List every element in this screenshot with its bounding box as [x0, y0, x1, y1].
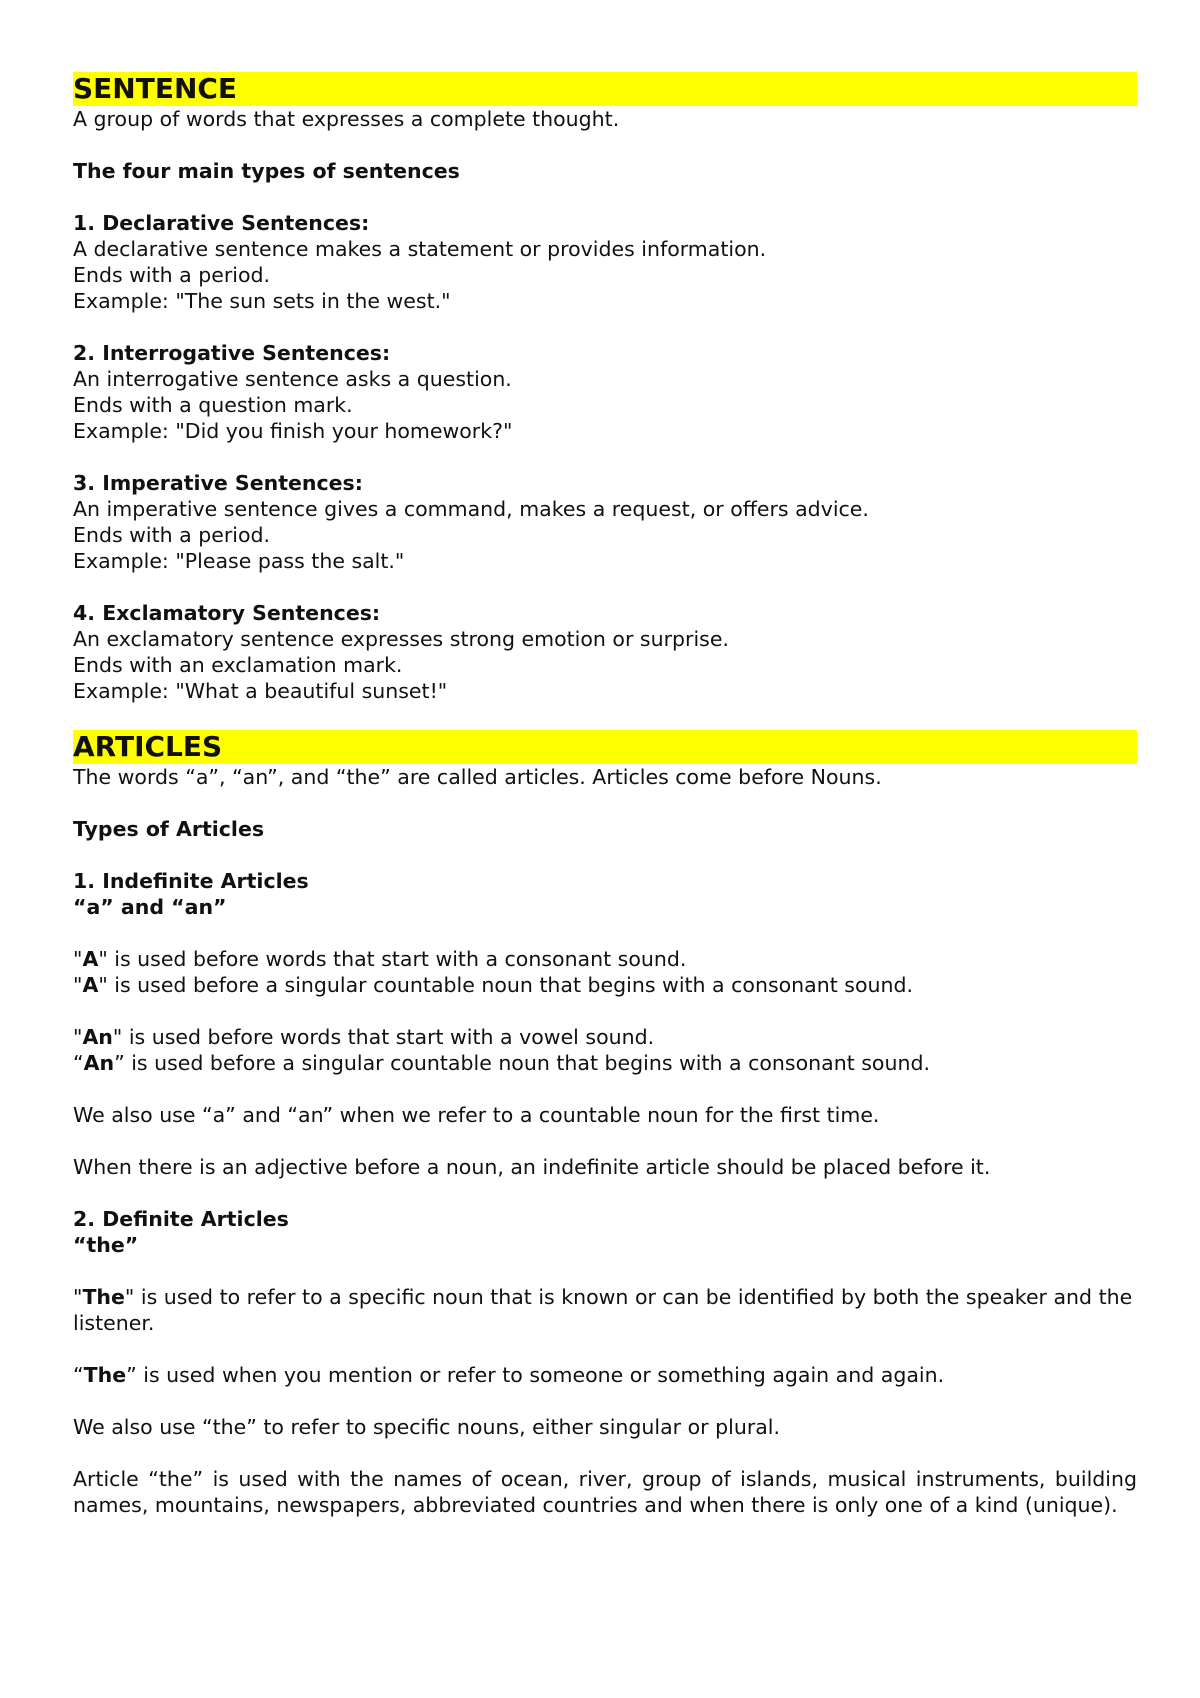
rule-the-2 [73, 1362, 1137, 1388]
rule-text: " is used to refer to a specific noun that is known or can be identified by both the speaker and the listener. [73, 1285, 1139, 1335]
articles-types-heading: Types of Articles [73, 817, 265, 841]
type-line: Ends with a question mark. [73, 393, 353, 417]
article-word: An [83, 1051, 115, 1075]
article-word: A [82, 973, 99, 997]
definite-note-1: We also use “the” to refer to specific nouns, either singular or plural. [73, 1415, 781, 1439]
sentence-type-exclamatory [73, 600, 1137, 704]
rule-an-2 [73, 1050, 1137, 1076]
type-heading: 3. Imperative Sentences: [73, 471, 363, 495]
type-line: A declarative sentence makes a statement or provides information. [73, 237, 767, 261]
rule-the-1 [73, 1284, 1137, 1336]
sentence-type-imperative [73, 470, 1137, 574]
document-page [73, 72, 1144, 1518]
type-line: Ends with an exclamation mark. [73, 653, 403, 677]
section-title-articles: ARTICLES [73, 730, 1137, 764]
rule-a-2 [73, 972, 1137, 998]
article-word: An [82, 1025, 113, 1049]
type-line: An imperative sentence gives a command, makes a request, or offers advice. [73, 497, 869, 521]
type-line: An interrogative sentence asks a question. [73, 367, 512, 391]
type-line: Example: "What a beautiful sunset!" [73, 679, 448, 703]
quote-open: “ [73, 1051, 84, 1075]
rule-text: ” is used when you mention or refer to someone or something again and again. [126, 1363, 945, 1387]
rule-text: " is used before words that start with a consonant sound. [98, 947, 687, 971]
quote-open: " [73, 973, 83, 997]
type-heading: 2. Interrogative Sentences: [73, 341, 391, 365]
rule-an-1 [73, 1024, 1137, 1050]
article-word: The [83, 1363, 127, 1387]
article-word: The [82, 1285, 125, 1309]
sentence-types-heading: The four main types of sentences [73, 159, 460, 183]
type-line: Example: "Please pass the salt." [73, 549, 405, 573]
type-line: Example: "The sun sets in the west." [73, 289, 451, 313]
type-line: Ends with a period. [73, 263, 271, 287]
rule-text: " is used before a singular countable noun that begins with a consonant sound. [98, 973, 914, 997]
type-line: Example: "Did you finish your homework?" [73, 419, 513, 443]
section-title-sentence: SENTENCE [73, 72, 1137, 106]
indefinite-heading: 1. Indefinite Articles [73, 869, 309, 893]
indefinite-note-1: We also use “a” and “an” when we refer to a countable noun for the first time. [73, 1103, 880, 1127]
definite-note-2: Article “the” is used with the names of ocean, river, group of islands, musical instruments, building names, mountains, newspapers, abbreviated countries and when there is only one of a kind (unique). [73, 1467, 1144, 1517]
quote-open: " [73, 1025, 83, 1049]
type-line: Ends with a period. [73, 523, 271, 547]
quote-open: “ [73, 1363, 84, 1387]
quote-open: " [73, 947, 83, 971]
rule-text: " is used before words that start with a vowel sound. [112, 1025, 655, 1049]
article-word: A [82, 947, 99, 971]
definite-heading: 2. Definite Articles [73, 1207, 289, 1231]
sentence-type-interrogative [73, 340, 1137, 444]
quote-open: " [73, 1285, 83, 1309]
sentence-definition: A group of words that expresses a complete thought. [73, 107, 620, 131]
indefinite-subheading: “a” and “an” [73, 895, 227, 919]
type-heading: 4. Exclamatory Sentences: [73, 601, 381, 625]
rule-a-1 [73, 946, 1137, 972]
type-heading: 1. Declarative Sentences: [73, 211, 370, 235]
rule-text: ” is used before a singular countable noun that begins with a consonant sound. [114, 1051, 930, 1075]
definite-subheading: “the” [73, 1233, 139, 1257]
articles-intro: The words “a”, “an”, and “the” are called articles. Articles come before Nouns. [73, 765, 882, 789]
indefinite-note-2: When there is an adjective before a noun, an indefinite article should be placed before it. [73, 1155, 991, 1179]
sentence-type-declarative [73, 210, 1137, 314]
type-line: An exclamatory sentence expresses strong emotion or surprise. [73, 627, 729, 651]
